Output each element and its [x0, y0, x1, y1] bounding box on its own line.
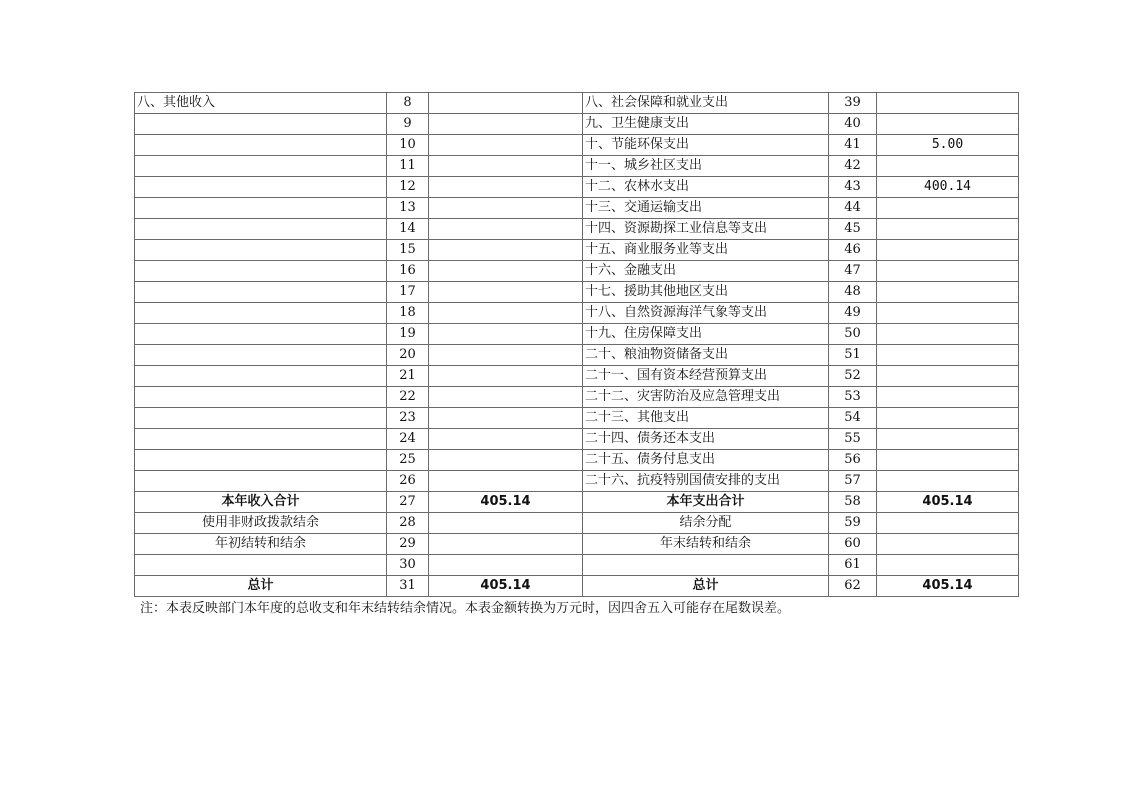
table-row	[135, 93, 1019, 114]
income-item-cell	[135, 219, 387, 240]
income-item-cell	[135, 324, 387, 345]
income-amount-cell	[429, 240, 583, 261]
income-line-number-cell: 16	[387, 261, 429, 282]
table-row	[135, 156, 1019, 177]
expense-amount-cell	[877, 408, 1019, 429]
income-amount-cell	[429, 114, 583, 135]
expense-line-number-cell: 56	[829, 450, 877, 471]
expense-total-amount-cell: 405.14	[877, 492, 1019, 513]
expense-line-number-cell: 44	[829, 198, 877, 219]
expense-line-number-cell: 39	[829, 93, 877, 114]
income-item-cell	[135, 366, 387, 387]
table-row	[135, 471, 1019, 492]
income-amount-cell	[429, 324, 583, 345]
income-line-number-cell: 18	[387, 303, 429, 324]
expense-amount-cell	[877, 219, 1019, 240]
income-line-number-cell: 31	[387, 576, 429, 597]
income-amount-cell	[429, 345, 583, 366]
income-amount-cell	[429, 366, 583, 387]
table-row	[135, 387, 1019, 408]
expense-total-amount-cell	[877, 513, 1019, 534]
income-amount-cell	[429, 387, 583, 408]
expense-summary-label-cell	[583, 555, 829, 576]
expense-item-cell: 十、节能环保支出	[583, 135, 829, 156]
income-summary-label-cell: 总计	[135, 576, 387, 597]
table-row	[135, 135, 1019, 156]
income-line-number-cell: 26	[387, 471, 429, 492]
income-item-cell	[135, 345, 387, 366]
expense-item-cell: 十三、交通运输支出	[583, 198, 829, 219]
table-row	[135, 282, 1019, 303]
summary-row	[135, 534, 1019, 555]
income-summary-label-cell	[135, 555, 387, 576]
income-amount-cell	[429, 303, 583, 324]
expense-line-number-cell: 58	[829, 492, 877, 513]
expense-amount-cell	[877, 450, 1019, 471]
expense-line-number-cell: 53	[829, 387, 877, 408]
income-line-number-cell: 15	[387, 240, 429, 261]
income-amount-cell	[429, 93, 583, 114]
expense-line-number-cell: 47	[829, 261, 877, 282]
income-item-cell	[135, 135, 387, 156]
table-row	[135, 429, 1019, 450]
expense-total-amount-cell	[877, 555, 1019, 576]
table-row	[135, 450, 1019, 471]
expense-line-number-cell: 43	[829, 177, 877, 198]
income-item-cell	[135, 282, 387, 303]
expense-item-cell: 十八、自然资源海洋气象等支出	[583, 303, 829, 324]
table-row	[135, 366, 1019, 387]
expense-item-cell: 二十五、债务付息支出	[583, 450, 829, 471]
expense-line-number-cell: 52	[829, 366, 877, 387]
expense-summary-label-cell: 年末结转和结余	[583, 534, 829, 555]
expense-line-number-cell: 48	[829, 282, 877, 303]
expense-item-cell: 二十三、其他支出	[583, 408, 829, 429]
income-line-number-cell: 11	[387, 156, 429, 177]
income-line-number-cell: 27	[387, 492, 429, 513]
table-row	[135, 261, 1019, 282]
income-item-cell	[135, 408, 387, 429]
income-total-amount-cell: 405.14	[429, 576, 583, 597]
expense-item-cell: 十四、资源勘探工业信息等支出	[583, 219, 829, 240]
table-row	[135, 408, 1019, 429]
expense-item-cell: 二十四、债务还本支出	[583, 429, 829, 450]
expense-summary-label-cell: 本年支出合计	[583, 492, 829, 513]
income-summary-label-cell: 本年收入合计	[135, 492, 387, 513]
income-line-number-cell: 28	[387, 513, 429, 534]
table-row	[135, 198, 1019, 219]
table-row	[135, 303, 1019, 324]
income-line-number-cell: 30	[387, 555, 429, 576]
income-line-number-cell: 19	[387, 324, 429, 345]
table-row	[135, 114, 1019, 135]
income-line-number-cell: 13	[387, 198, 429, 219]
expense-item-cell: 十一、城乡社区支出	[583, 156, 829, 177]
expense-line-number-cell: 51	[829, 345, 877, 366]
expense-line-number-cell: 57	[829, 471, 877, 492]
income-total-amount-cell	[429, 534, 583, 555]
expense-summary-label-cell: 结余分配	[583, 513, 829, 534]
expense-amount-cell: 5.00	[877, 135, 1019, 156]
expense-line-number-cell: 55	[829, 429, 877, 450]
expense-line-number-cell: 59	[829, 513, 877, 534]
expense-amount-cell	[877, 387, 1019, 408]
expense-line-number-cell: 42	[829, 156, 877, 177]
income-item-cell	[135, 198, 387, 219]
expense-amount-cell	[877, 324, 1019, 345]
income-amount-cell	[429, 135, 583, 156]
income-line-number-cell: 20	[387, 345, 429, 366]
income-amount-cell	[429, 450, 583, 471]
table-row	[135, 324, 1019, 345]
income-item-cell	[135, 114, 387, 135]
expense-item-cell: 二十、粮油物资储备支出	[583, 345, 829, 366]
income-line-number-cell: 8	[387, 93, 429, 114]
income-total-amount-cell: 405.14	[429, 492, 583, 513]
summary-row	[135, 555, 1019, 576]
income-amount-cell	[429, 156, 583, 177]
expense-item-cell: 十五、商业服务业等支出	[583, 240, 829, 261]
expense-item-cell: 十二、农林水支出	[583, 177, 829, 198]
income-line-number-cell: 17	[387, 282, 429, 303]
expense-amount-cell	[877, 345, 1019, 366]
summary-row	[135, 576, 1019, 597]
income-line-number-cell: 9	[387, 114, 429, 135]
income-item-cell: 八、其他收入	[135, 93, 387, 114]
income-expense-table-container	[134, 92, 1019, 597]
expense-line-number-cell: 41	[829, 135, 877, 156]
income-line-number-cell: 14	[387, 219, 429, 240]
expense-line-number-cell: 60	[829, 534, 877, 555]
income-line-number-cell: 29	[387, 534, 429, 555]
expense-amount-cell	[877, 198, 1019, 219]
expense-amount-cell	[877, 93, 1019, 114]
expense-line-number-cell: 50	[829, 324, 877, 345]
expense-line-number-cell: 54	[829, 408, 877, 429]
income-item-cell	[135, 177, 387, 198]
income-line-number-cell: 21	[387, 366, 429, 387]
expense-amount-cell: 400.14	[877, 177, 1019, 198]
income-amount-cell	[429, 198, 583, 219]
income-amount-cell	[429, 429, 583, 450]
table-row	[135, 219, 1019, 240]
expense-item-cell: 十六、金融支出	[583, 261, 829, 282]
expense-item-cell: 二十二、灾害防治及应急管理支出	[583, 387, 829, 408]
expense-amount-cell	[877, 240, 1019, 261]
income-item-cell	[135, 303, 387, 324]
income-expense-table	[134, 92, 1019, 597]
expense-item-cell: 十九、住房保障支出	[583, 324, 829, 345]
table-row	[135, 345, 1019, 366]
income-line-number-cell: 10	[387, 135, 429, 156]
income-amount-cell	[429, 408, 583, 429]
expense-amount-cell	[877, 114, 1019, 135]
income-line-number-cell: 23	[387, 408, 429, 429]
income-total-amount-cell	[429, 555, 583, 576]
expense-item-cell: 二十一、国有资本经营预算支出	[583, 366, 829, 387]
expense-line-number-cell: 40	[829, 114, 877, 135]
expense-line-number-cell: 46	[829, 240, 877, 261]
expense-item-cell: 十七、援助其他地区支出	[583, 282, 829, 303]
table-row	[135, 240, 1019, 261]
income-total-amount-cell	[429, 513, 583, 534]
expense-item-cell: 二十六、抗疫特别国债安排的支出	[583, 471, 829, 492]
expense-item-cell: 九、卫生健康支出	[583, 114, 829, 135]
income-amount-cell	[429, 177, 583, 198]
expense-line-number-cell: 45	[829, 219, 877, 240]
income-amount-cell	[429, 471, 583, 492]
income-item-cell	[135, 156, 387, 177]
income-line-number-cell: 12	[387, 177, 429, 198]
expense-amount-cell	[877, 156, 1019, 177]
expense-amount-cell	[877, 282, 1019, 303]
expense-line-number-cell: 61	[829, 555, 877, 576]
expense-total-amount-cell: 405.14	[877, 576, 1019, 597]
income-item-cell	[135, 471, 387, 492]
income-line-number-cell: 24	[387, 429, 429, 450]
table-footnote: 注：本表反映部门本年度的总收支和年末结转结余情况。本表金额转换为万元时，因四舍五入可能存在尾数误差。	[140, 601, 791, 616]
income-item-cell	[135, 240, 387, 261]
expense-summary-label-cell: 总计	[583, 576, 829, 597]
expense-amount-cell	[877, 366, 1019, 387]
expense-amount-cell	[877, 471, 1019, 492]
income-line-number-cell: 25	[387, 450, 429, 471]
income-summary-label-cell: 使用非财政拨款结余	[135, 513, 387, 534]
expense-amount-cell	[877, 261, 1019, 282]
income-amount-cell	[429, 261, 583, 282]
expense-line-number-cell: 49	[829, 303, 877, 324]
income-item-cell	[135, 429, 387, 450]
income-item-cell	[135, 261, 387, 282]
expense-total-amount-cell	[877, 534, 1019, 555]
income-item-cell	[135, 450, 387, 471]
income-summary-label-cell: 年初结转和结余	[135, 534, 387, 555]
expense-amount-cell	[877, 429, 1019, 450]
income-amount-cell	[429, 282, 583, 303]
expense-item-cell: 八、社会保障和就业支出	[583, 93, 829, 114]
income-amount-cell	[429, 219, 583, 240]
income-item-cell	[135, 387, 387, 408]
table-row	[135, 177, 1019, 198]
summary-row	[135, 513, 1019, 534]
income-line-number-cell: 22	[387, 387, 429, 408]
expense-amount-cell	[877, 303, 1019, 324]
expense-line-number-cell: 62	[829, 576, 877, 597]
summary-row	[135, 492, 1019, 513]
